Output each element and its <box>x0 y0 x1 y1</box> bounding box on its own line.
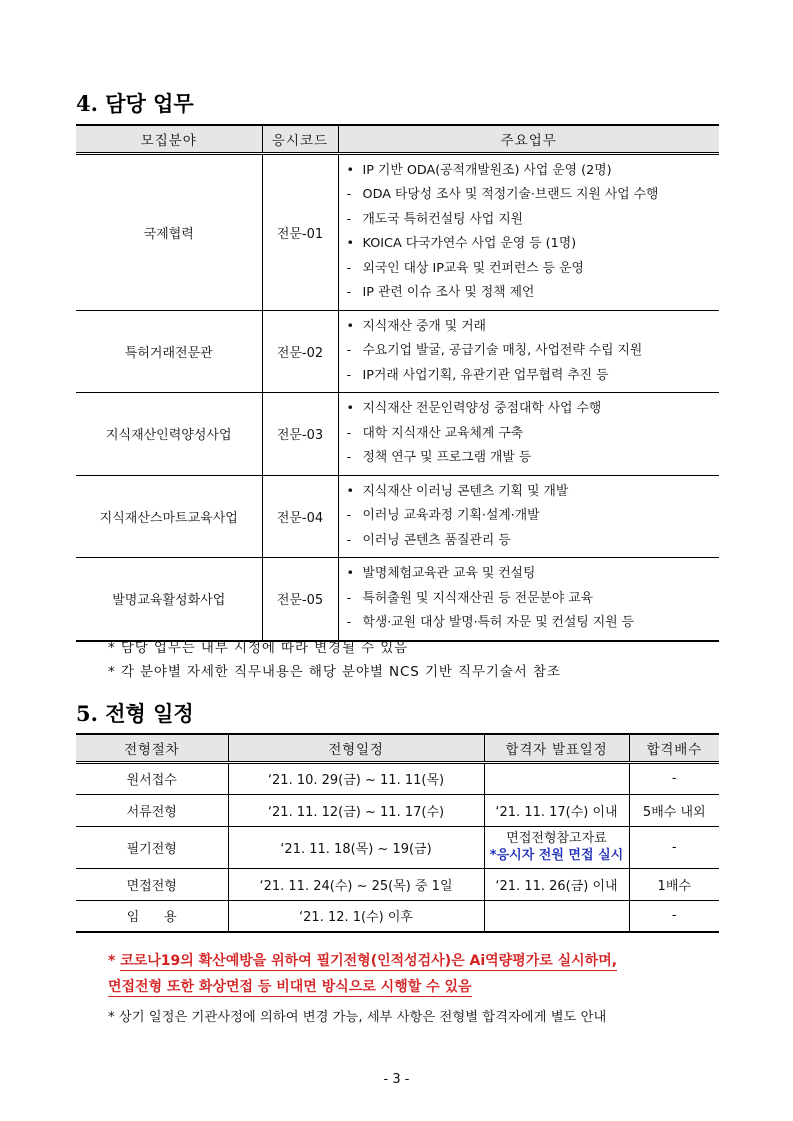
ratio-cell: 1배수 <box>629 868 719 900</box>
dash-icon: - <box>346 615 352 630</box>
interview-note: *응시자 전원 면접 실시 <box>489 848 624 863</box>
dash-icon: - <box>346 425 352 441</box>
duty-item <box>347 562 716 587</box>
duty-item <box>347 480 716 505</box>
dash-icon: - <box>346 260 352 276</box>
schedule-table <box>76 733 719 933</box>
schedule-table-header <box>76 734 719 762</box>
duty-text: 학생·교원 대상 발명·특허 자문 및 컨설팅 지원 등 <box>362 615 634 630</box>
covid-note-text-1: 코로나19의 확산예방을 위하여 필기전형(인적성검사)은 Ai역량평가로 실시하며, <box>120 953 618 969</box>
duty-item <box>347 232 716 257</box>
covid-note-text-2: 면접전형 또한 화상면접 등 비대면 방식으로 시행할 수 있음 <box>108 979 472 995</box>
duty-text: IP거래 사업기획, 유관기관 업무협력 추진 등 <box>362 367 609 383</box>
schedule-cell: ‘21. 11. 12(금) ~ 11. 17(수) <box>228 794 484 826</box>
step-cell: 필기전형 <box>76 826 228 868</box>
step-cell: 원서접수 <box>76 762 228 794</box>
field-cell: 특허거래전문관 <box>76 310 262 393</box>
duty-text: IP 기반 ODA(공적개발원조) 사업 운영 (2명) <box>362 162 612 178</box>
duty-text: 대학 지식재산 교육체계 구축 <box>362 425 524 441</box>
duty-row <box>76 153 719 310</box>
duty-item <box>347 315 716 340</box>
duty-item <box>347 397 716 422</box>
duty-item <box>347 208 716 233</box>
header-announce: 합격자 발표일정 <box>484 734 629 762</box>
schedule-row <box>76 868 719 900</box>
header-code: 응시코드 <box>262 125 338 153</box>
duties-cell <box>338 558 719 641</box>
duty-text: KOICA 다국가연수 사업 운영 등 (1명) <box>362 236 577 251</box>
announce-cell: ‘21. 11. 26(금) 이내 <box>484 868 629 900</box>
duty-text: 발명체험교육관 교육 및 컨설팅 <box>362 566 536 581</box>
duty-text: 수요기업 발굴, 공급기술 매칭, 사업전략 수립 지원 <box>362 343 643 358</box>
field-cell: 지식재산인력양성사업 <box>76 393 262 476</box>
bullet-icon: • <box>346 483 355 499</box>
duty-text: 지식재산 이러닝 콘텐츠 기획 및 개발 <box>362 483 569 499</box>
page-number: - 3 - <box>383 1072 410 1087</box>
bullet-icon: • <box>346 566 355 581</box>
code-cell: 전문-05 <box>262 558 338 641</box>
duty-text: ODA 타당성 조사 및 적정기술·브랜드 지원 사업 수행 <box>362 187 659 202</box>
schedule-row <box>76 794 719 826</box>
duty-item <box>347 611 716 636</box>
header-ratio: 합격배수 <box>629 734 719 762</box>
field-cell: 국제협력 <box>76 153 262 310</box>
dash-icon: - <box>346 187 352 202</box>
schedule-cell: ‘21. 12. 1(수) 이후 <box>228 900 484 932</box>
duty-item <box>347 422 716 447</box>
dash-icon: - <box>346 285 352 300</box>
duties-cell <box>338 475 719 558</box>
dash-icon: - <box>346 367 352 383</box>
header-step: 전형절차 <box>76 734 228 762</box>
bullet-icon: • <box>346 401 355 416</box>
schedule-cell: ‘21. 11. 24(수) ~ 25(목) 중 1일 <box>228 868 484 900</box>
bullet-icon: • <box>346 236 355 251</box>
duty-text: 개도국 특허컨설팅 사업 지원 <box>362 211 524 227</box>
bullet-icon: • <box>346 162 355 178</box>
dash-icon: - <box>346 532 352 548</box>
ratio-cell: 5배수 내외 <box>629 794 719 826</box>
field-cell: 지식재산스마트교육사업 <box>76 475 262 558</box>
duty-item <box>347 281 716 306</box>
duty-text: 이러닝 콘텐츠 품질관리 등 <box>362 532 511 548</box>
dash-icon: - <box>346 450 352 465</box>
duties-note-2: * 각 분야별 자세한 직무내용은 해당 분야별 NCS 기반 직무기술서 참조 <box>108 664 561 680</box>
duty-text: 지식재산 중개 및 거래 <box>362 318 486 334</box>
duties-table-header <box>76 125 719 153</box>
dash-icon: - <box>346 508 352 523</box>
code-cell: 전문-03 <box>262 393 338 476</box>
code-cell: 전문-02 <box>262 310 338 393</box>
schedule-row <box>76 900 719 932</box>
section-4-title: 4. 담당 업무 <box>76 91 194 116</box>
duty-item <box>347 257 716 282</box>
duty-item <box>347 504 716 529</box>
duty-item <box>347 339 716 364</box>
duties-cell <box>338 153 719 310</box>
duty-item <box>347 183 716 208</box>
header-schedule: 전형일정 <box>228 734 484 762</box>
ratio-cell: - <box>629 762 719 794</box>
duty-text: IP 관련 이슈 조사 및 정책 제언 <box>362 285 535 300</box>
step-cell: 임 용 <box>76 900 228 932</box>
dash-icon: - <box>346 211 352 227</box>
duty-text: 외국인 대상 IP교육 및 컨퍼런스 등 운영 <box>362 260 584 276</box>
duty-item <box>347 529 716 554</box>
duty-row <box>76 475 719 558</box>
duties-note-1: * 담당 업무는 내부 시정에 따라 변경될 수 있음 <box>108 640 409 656</box>
covid-note-line-1 <box>108 950 617 970</box>
duty-item <box>347 446 716 471</box>
announce-cell <box>484 900 629 932</box>
duty-row <box>76 310 719 393</box>
duty-row <box>76 558 719 641</box>
dash-icon: - <box>346 590 352 606</box>
step-cell: 서류전형 <box>76 794 228 826</box>
duty-item <box>347 364 716 389</box>
duty-text: 이러닝 교육과정 기획·설계·개발 <box>362 508 540 523</box>
schedule-row <box>76 762 719 794</box>
duty-text: 지식재산 전문인력양성 중점대학 사업 수행 <box>362 401 602 416</box>
duties-cell <box>338 393 719 476</box>
duty-item <box>347 587 716 612</box>
duties-cell <box>338 310 719 393</box>
header-field: 모집분야 <box>76 125 262 153</box>
duties-table <box>76 124 719 642</box>
announce-cell: ‘21. 11. 17(수) 이내 <box>484 794 629 826</box>
announce-cell <box>484 762 629 794</box>
duty-text: 정책 연구 및 프로그램 개발 등 <box>362 450 532 465</box>
bullet-icon: • <box>346 318 355 334</box>
schedule-cell: ‘21. 10. 29(금) ~ 11. 11(목) <box>228 762 484 794</box>
field-cell: 발명교육활성화사업 <box>76 558 262 641</box>
section-5-title: 5. 전형 일정 <box>76 701 194 726</box>
code-cell: 전문-04 <box>262 475 338 558</box>
announce-text: 면접전형참고자료 <box>506 831 607 846</box>
announce-cell <box>484 826 629 868</box>
duty-item <box>347 159 716 184</box>
duty-text: 특허출원 및 지식재산권 등 전문분야 교육 <box>362 590 593 606</box>
ratio-cell: - <box>629 900 719 932</box>
covid-note-marker: * <box>108 953 116 969</box>
header-duties: 주요업무 <box>338 125 719 153</box>
step-cell: 면접전형 <box>76 868 228 900</box>
schedule-cell: ‘21. 11. 18(목) ~ 19(금) <box>228 826 484 868</box>
covid-note-line-2 <box>108 976 472 996</box>
schedule-row <box>76 826 719 868</box>
dash-icon: - <box>346 343 352 358</box>
ratio-cell: - <box>629 826 719 868</box>
duty-row <box>76 393 719 476</box>
schedule-note: * 상기 일정은 기관사정에 의하여 변경 가능, 세부 사항은 전형별 합격자에게 별도 안내 <box>108 1010 607 1025</box>
code-cell: 전문-01 <box>262 153 338 310</box>
